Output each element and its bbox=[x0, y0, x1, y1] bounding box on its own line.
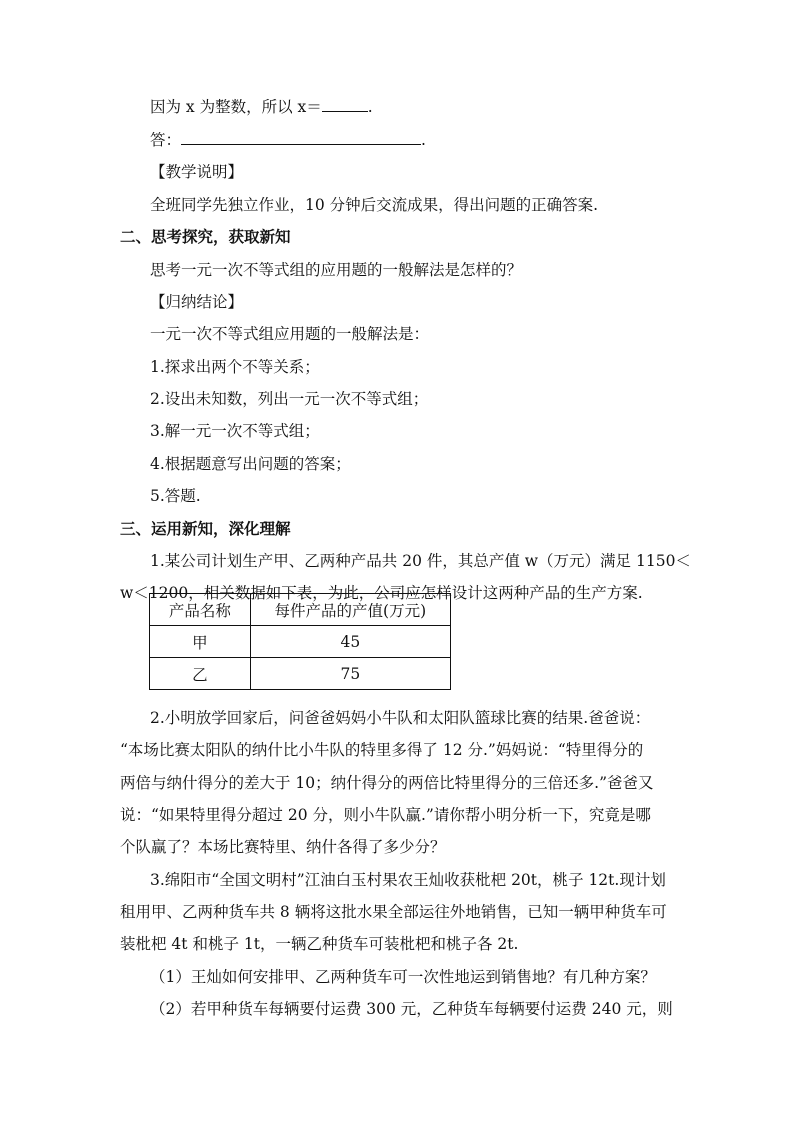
table-cell: 45 bbox=[250, 626, 450, 658]
conclusion-intro: 一元一次不等式组应用题的一般解法是： bbox=[150, 325, 430, 343]
answer-blank bbox=[181, 130, 421, 145]
problem-3-line-3: 装枇杷 4t 和桃子 1t，一辆乙种货车可装枇杷和桃子各 2t. bbox=[120, 935, 519, 953]
answer-x-blank bbox=[322, 97, 368, 112]
problem-3-part-1: （1）王灿如何安排甲、乙两种货车可一次性地运到销售地？有几种方案？ bbox=[150, 968, 656, 986]
answer-x-suffix: . bbox=[367, 98, 373, 116]
problem-3-line-2: 租用甲、乙两种货车共 8 辆将这批水果全部运往外地销售，已知一辆甲种货车可 bbox=[120, 903, 667, 921]
table-cell: 乙 bbox=[150, 658, 251, 690]
conclusion-heading: 【归纳结论】 bbox=[150, 293, 244, 311]
table-header-row bbox=[150, 594, 451, 626]
answer-x-line bbox=[150, 96, 373, 118]
problem-2-line-3: 两倍与纳什得分的差大于 10；纳什得分的两倍比特里得分的三倍还多.”爸爸又 bbox=[120, 774, 654, 792]
step-3: 3.解一元一次不等式组； bbox=[150, 422, 320, 440]
table-header-cell: 产品名称 bbox=[150, 594, 251, 626]
step-1: 1.探求出两个不等关系； bbox=[150, 358, 320, 376]
problem-2-line-5: 个队赢了？本场比赛特里、纳什各得了多少分？ bbox=[120, 838, 446, 856]
table-cell: 甲 bbox=[150, 626, 251, 658]
step-4: 4.根据题意写出问题的答案； bbox=[150, 455, 351, 473]
section-2-question: 思考一元一次不等式组的应用题的一般解法是怎样的？ bbox=[150, 261, 523, 279]
answer-line bbox=[150, 129, 426, 151]
table-cell: 75 bbox=[250, 658, 450, 690]
answer-suffix: . bbox=[421, 131, 426, 149]
product-value-table bbox=[149, 593, 451, 690]
section-3-heading: 三、运用新知，深化理解 bbox=[120, 519, 291, 538]
table-row bbox=[150, 626, 451, 658]
step-2: 2.设出未知数，列出一元一次不等式组； bbox=[150, 390, 429, 408]
answer-prefix: 答： bbox=[150, 131, 182, 149]
problem-2-line-4: 说：“如果特里得分超过 20 分，则小牛队赢.”请你帮小明分析一下，究竟是哪 bbox=[120, 806, 651, 824]
step-5: 5.答题. bbox=[150, 487, 201, 505]
problem-1-line-1: 1.某公司计划生产甲、乙两种产品共 20 件，其总产值 w（万元）满足 1150＜ bbox=[150, 552, 691, 570]
answer-x-prefix: 因为 x 为整数，所以 x＝ bbox=[150, 98, 322, 116]
table-row bbox=[150, 658, 451, 690]
teaching-note-heading: 【教学说明】 bbox=[150, 163, 244, 181]
problem-3-line-1: 3.绵阳市“全国文明村”江油白玉村果农王灿收获枇杷 20t，桃子 12t.现计划 bbox=[150, 871, 666, 889]
teaching-note-text: 全班同学先独立作业，10 分钟后交流成果，得出问题的正确答案. bbox=[150, 196, 599, 214]
table-header-cell: 每件产品的产值(万元) bbox=[250, 594, 450, 626]
problem-2-line-1: 2.小明放学回家后，问爸爸妈妈小牛队和太阳队篮球比赛的结果.爸爸说： bbox=[150, 709, 651, 727]
section-2-heading: 二、思考探究，获取新知 bbox=[120, 227, 291, 246]
problem-2-line-2: “本场比赛太阳队的纳什比小牛队的特里多得了 12 分.”妈妈说：“特里得分的 bbox=[120, 741, 644, 759]
problem-1-line-2: w＜1200，相关数据如下表，为此，公司应怎样设计这两种产品的生产方案. bbox=[120, 584, 643, 602]
problem-3-part-2: （2）若甲种货车每辆要付运费 300 元，乙种货车每辆要付运费 240 元，则 bbox=[150, 1000, 673, 1018]
